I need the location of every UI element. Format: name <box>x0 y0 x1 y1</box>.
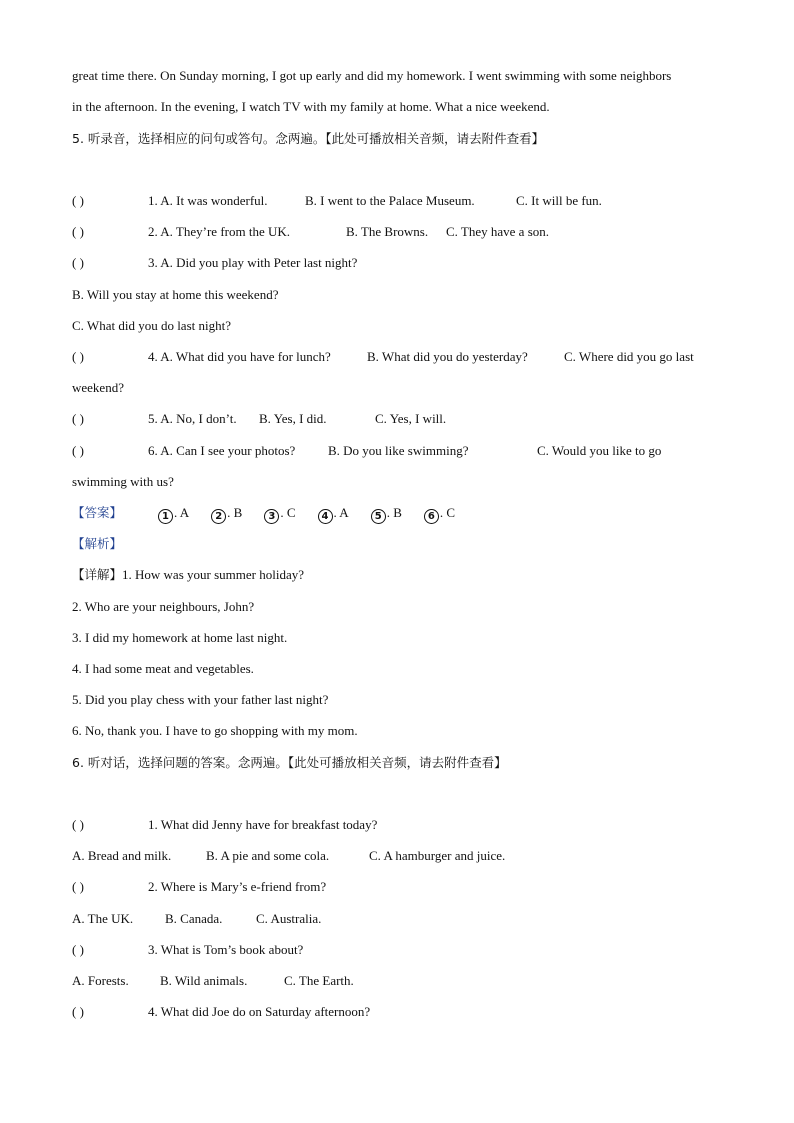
option-b: B. I went to the Palace Museum. <box>305 193 475 208</box>
answer-item-5 <box>371 505 402 524</box>
s5-q6-option-c-cont: swimming with us? <box>72 474 174 489</box>
circled-number: 1 <box>158 509 173 524</box>
circled-number: 5 <box>371 509 386 524</box>
answer-value: . B <box>386 505 402 520</box>
circled-number: 6 <box>424 509 439 524</box>
option-a: 4. A. What did you have for lunch? <box>148 349 331 364</box>
answer-value: . C <box>439 505 456 520</box>
option-c: C. Would you like to go <box>537 443 662 458</box>
option-b: B. Wild animals. <box>160 973 248 988</box>
analysis-line-6: 6. No, thank you. I have to go shopping with my mom. <box>72 723 358 738</box>
answer-item-6 <box>424 505 455 524</box>
answer-bracket: ( ) <box>72 879 84 894</box>
s6-q1-options <box>72 848 505 864</box>
option-c: C. The Earth. <box>284 973 354 988</box>
question-text: 4. What did Joe do on Saturday afternoon? <box>148 1004 371 1019</box>
s6-q3-options <box>72 973 354 989</box>
circled-number: 3 <box>264 509 279 524</box>
answer-item-1 <box>158 505 189 524</box>
answer-value: . A <box>174 505 190 520</box>
s6-question-3 <box>72 942 303 958</box>
answer-tag: 【答案】 <box>72 505 123 520</box>
option-a: 5. A. No, I don’t. <box>148 411 237 426</box>
answer-bracket: ( ) <box>72 942 84 957</box>
option-c: C. Yes, I will. <box>375 411 447 426</box>
analysis-line-5: 5. Did you play chess with your father last night? <box>72 692 329 707</box>
s6-question-1 <box>72 817 377 833</box>
answer-bracket: ( ) <box>72 817 84 832</box>
option-a: 3. A. Did you play with Peter last night? <box>148 255 358 270</box>
answer-bracket: ( ) <box>72 193 84 208</box>
analysis-tag: 【解析】 <box>72 536 123 551</box>
option-a: 1. A. It was wonderful. <box>148 193 268 208</box>
s5-question-5 <box>72 411 446 427</box>
option-b: B. Yes, I did. <box>259 411 327 426</box>
answer-value: . A <box>333 505 349 520</box>
s5-question-6 <box>72 443 661 459</box>
s5-q3-option-c: C. What did you do last night? <box>72 318 231 333</box>
answer-item-2 <box>211 505 242 524</box>
answer-bracket: ( ) <box>72 443 84 458</box>
option-a: A. The UK. <box>72 911 134 926</box>
passage-line-1: great time there. On Sunday morning, I got up early and did my homework. I went swimming with some neighbors <box>72 68 672 83</box>
option-a: A. Forests. <box>72 973 129 988</box>
answer-item-4 <box>318 505 349 524</box>
section-5-title: 5. 听录音，选择相应的问句或答句。念两遍。【此处可播放相关音频，请去附件查看】 <box>72 131 545 146</box>
s5-question-4 <box>72 349 694 365</box>
s5-question-2 <box>72 224 549 240</box>
s6-question-4 <box>72 1004 370 1020</box>
s5-q3-option-b: B. Will you stay at home this weekend? <box>72 287 279 302</box>
analysis-line-4: 4. I had some meat and vegetables. <box>72 661 254 676</box>
analysis-line-1 <box>72 567 304 583</box>
question-text: 2. Where is Mary’s e-friend from? <box>148 879 327 894</box>
analysis-text: 1. How was your summer holiday? <box>122 567 304 582</box>
option-c: C. Australia. <box>256 911 322 926</box>
answer-bracket: ( ) <box>72 224 84 239</box>
answer-item-3 <box>264 505 295 524</box>
question-text: 1. What did Jenny have for breakfast today? <box>148 817 378 832</box>
section-6-title: 6. 听对话，选择问题的答案。念两遍。【此处可播放相关音频，请去附件查看】 <box>72 755 507 770</box>
analysis-line-3: 3. I did my homework at home last night. <box>72 630 288 645</box>
option-c: C. Where did you go last <box>564 349 694 364</box>
option-a: 2. A. They’re from the UK. <box>148 224 291 239</box>
option-b: B. Canada. <box>165 911 223 926</box>
circled-number: 4 <box>318 509 333 524</box>
analysis-line-2: 2. Who are your neighbours, John? <box>72 599 255 614</box>
option-a: A. Bread and milk. <box>72 848 172 863</box>
circled-number: 2 <box>211 509 226 524</box>
s5-question-1 <box>72 193 602 209</box>
question-text: 3. What is Tom’s book about? <box>148 942 304 957</box>
option-c: C. It will be fun. <box>516 193 602 208</box>
answer-value: . C <box>280 505 296 520</box>
s6-q2-options <box>72 911 321 927</box>
answer-bracket: ( ) <box>72 349 84 364</box>
s5-question-3 <box>72 255 357 271</box>
answer-bracket: ( ) <box>72 1004 84 1019</box>
s5-q4-option-c-cont: weekend? <box>72 380 124 395</box>
option-b: B. A pie and some cola. <box>206 848 330 863</box>
answer-line <box>72 505 477 524</box>
option-b: B. Do you like swimming? <box>328 443 469 458</box>
option-c: C. They have a son. <box>446 224 550 239</box>
option-c: C. A hamburger and juice. <box>369 848 506 863</box>
answer-bracket: ( ) <box>72 411 84 426</box>
detail-tag: 【详解】 <box>72 567 123 582</box>
option-b: B. The Browns. <box>346 224 429 239</box>
answer-bracket: ( ) <box>72 255 84 270</box>
option-b: B. What did you do yesterday? <box>367 349 528 364</box>
answer-value: . B <box>227 505 243 520</box>
s6-question-2 <box>72 879 326 895</box>
passage-line-2: in the afternoon. In the evening, I watch TV with my family at home. What a nice weekend. <box>72 99 550 114</box>
option-a: 6. A. Can I see your photos? <box>148 443 296 458</box>
